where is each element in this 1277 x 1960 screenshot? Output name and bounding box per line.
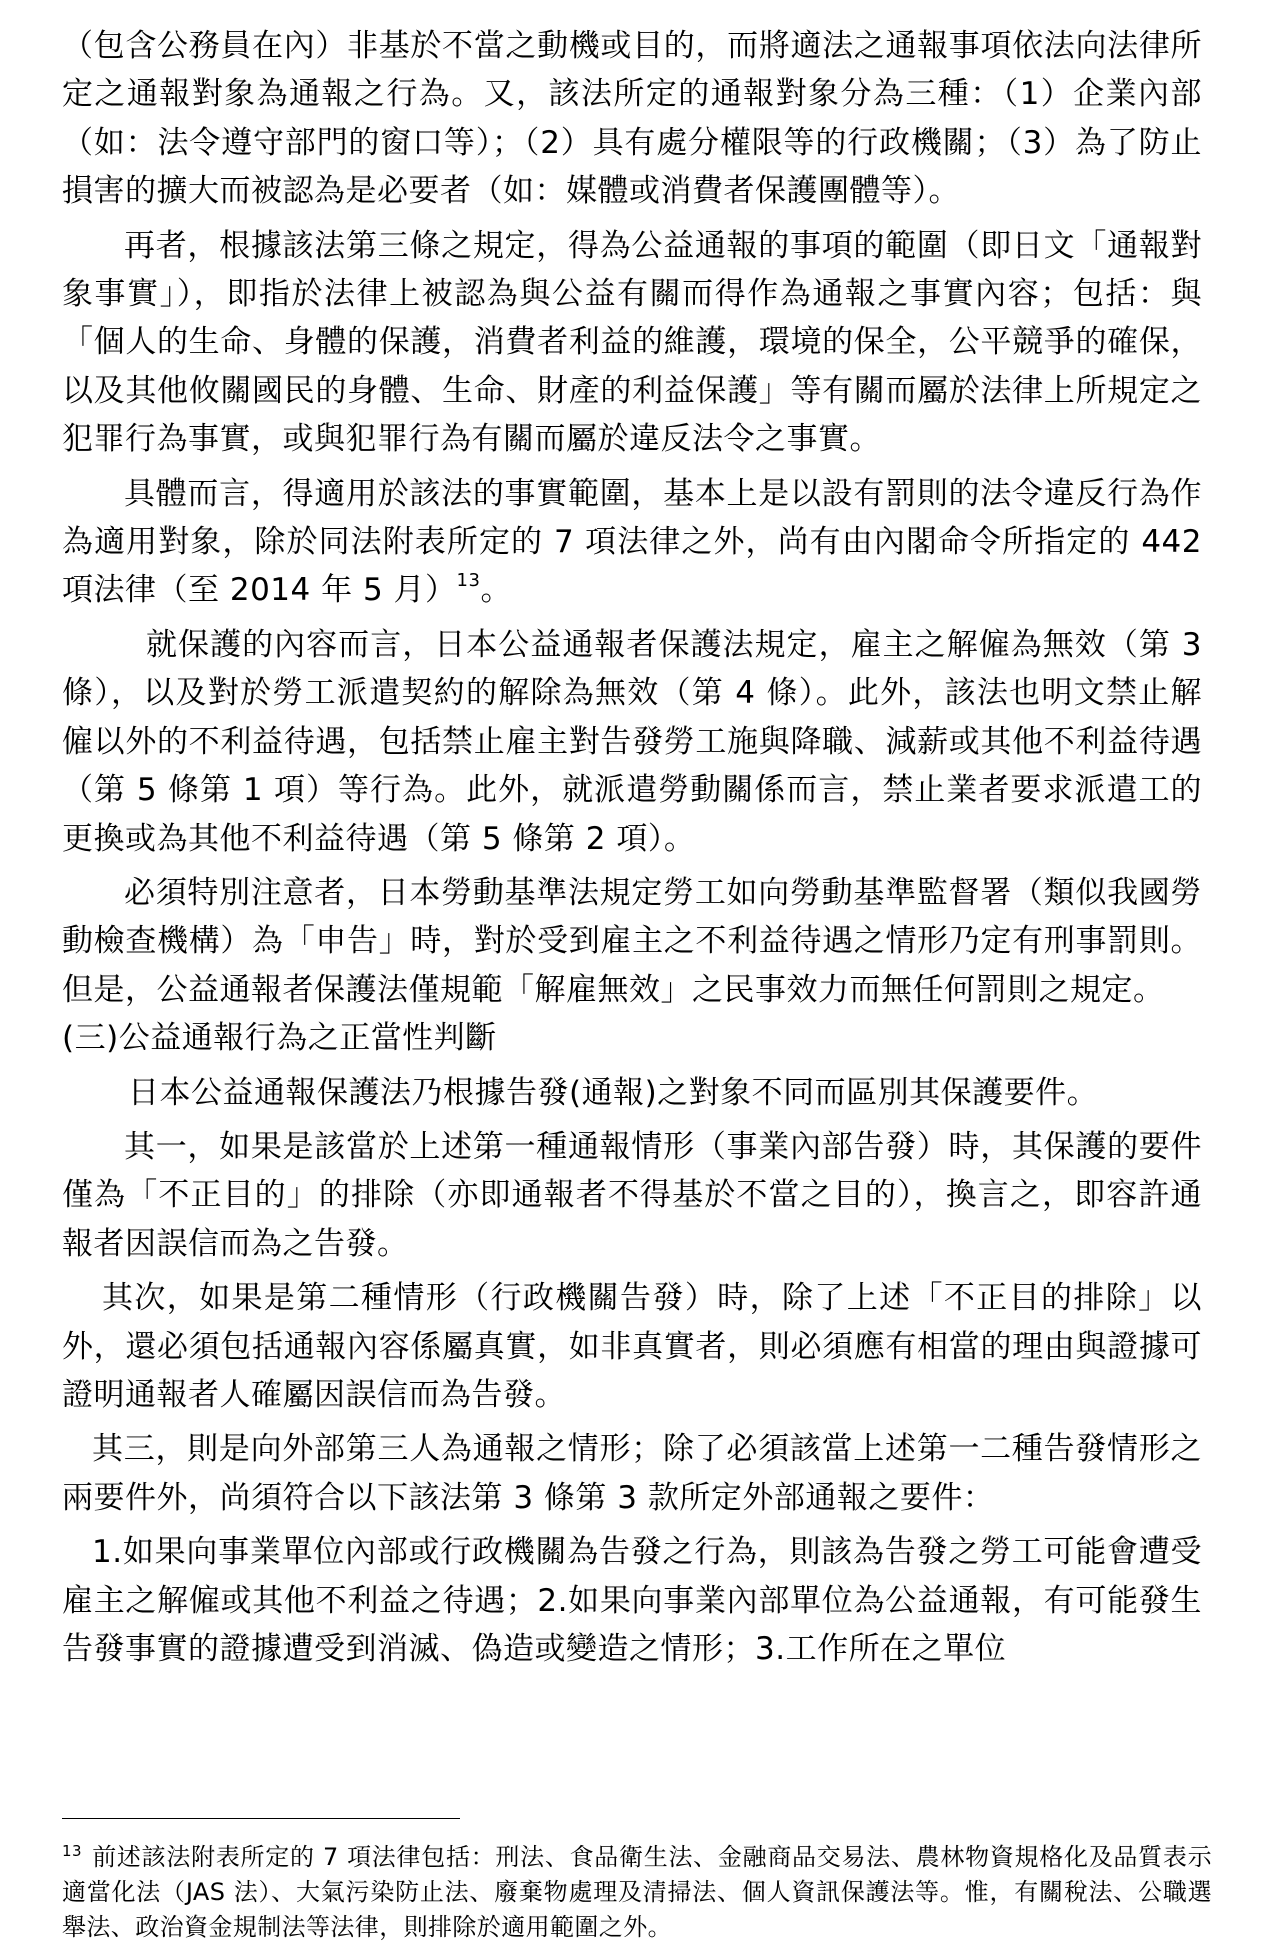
paragraph-2: 再者，根據該法第三條之規定，得為公益通報的事項的範圍（即日文「通報對象事實」），即指於法律上被認為與公益有關而得作為通報之事實內容；包括：與「個人的生命、身體的保護，消費者利益的維護，環境的保全，公平競爭的確保，以及其他攸關國民的身體、生命、財產的利益保護」等有關而屬於法律上所規定之犯罪行為事實，或與犯罪行為有關而屬於違反法令之事實。 [62, 227, 1202, 458]
paragraph-9: 其三，則是向外部第三人為通報之情形；除了必須該當上述第一二種告發情形之兩要件外，尚須符合以下該法第 3 條第 3 款所定外部通報之要件： [62, 1431, 1202, 1516]
footnote-text: 前述該法附表所定的 7 項法律包括：刑法、食品衛生法、金融商品交易法、農林物資規格化及品質表示適當化法（JAS 法）、大氣污染防止法、廢棄物處理及清掃法、個人資訊保護法等。惟，有關稅法、公職選舉法、政治資金規制法等法律，則排除於適用範圍之外。 [62, 1843, 1212, 1941]
paragraph-1: （包含公務員在內）非基於不當之動機或目的，而將適法之通報事項依法向法律所定之通報對象為通報之行為。又，該法所定的通報對象分為三種：（1）企業內部（如：法令遵守部門的窗口等）；（2）具有處分權限等的行政機關；（3）為了防止損害的擴大而被認為是必要者（如：媒體或消費者保護團體等）。 [62, 28, 1202, 210]
paragraph-3-end: 。 [480, 572, 512, 609]
footnote-reference[interactable]: 13 [456, 570, 481, 592]
footnote-divider [62, 1818, 460, 1819]
paragraph-6: 日本公益通報保護法乃根據告發(通報)之對象不同而區別其保護要件。 [128, 1074, 1099, 1111]
paragraph-7: 其一，如果是該當於上述第一種通報情形（事業內部告發）時，其保護的要件僅為「不正目的」的排除（亦即通報者不得基於不當之目的），換言之，即容許通報者因誤信而為之告發。 [62, 1128, 1202, 1262]
section-heading: (三)公益通報行為之正當性判斷 [62, 1020, 497, 1057]
paragraph-4: 就保護的內容而言，日本公益通報者保護法規定，雇主之解僱為無效（第 3 條），以及對於勞工派遣契約的解除為無效（第 4 條）。此外，該法也明文禁止解僱以外的不利益待遇，包括禁止雇主對告發勞工施與降職、減薪或其他不利益待遇（第 5 條第 1 項）等行為。此外，就派遣勞動關係而言，禁止業者要求派遣工的更換或為其他不利益待遇（第 5 條第 2 項）。 [62, 626, 1202, 857]
footnote [62, 1840, 1212, 1945]
paragraph-8: 其次，如果是第二種情形（行政機關告發）時，除了上述「不正目的排除」以外，還必須包括通報內容係屬真實，如非真實者，則必須應有相當的理由與證據可證明通報者人確屬因誤信而為告發。 [62, 1280, 1202, 1413]
paragraph-3 [62, 470, 1202, 615]
paragraph-3-text: 具體而言，得適用於該法的事實範圍，基本上是以設有罰則的法令違反行為作為適用對象，除於同法附表所定的 7 項法律之外，尚有由內閣命令所指定的 442 項法律（至 2014 年 5 月） [62, 475, 1202, 609]
footnote-mark: 13 [62, 1842, 82, 1860]
paragraph-10: 1.如果向事業單位內部或行政機關為告發之行為，則該為告發之勞工可能會遭受雇主之解僱或其他不利益之待遇；2.如果向事業內部單位為公益通報，有可能發生告發事實的證據遭受到消滅、偽造或變造之情形；3.工作所在之單位 [62, 1534, 1202, 1667]
paragraph-5: 必須特別注意者，日本勞動基準法規定勞工如向勞動基準監督署（類似我國勞動檢查機構）為「申告」時，對於受到雇主之不利益待遇之情形乃定有刑事罰則。但是，公益通報者保護法僅規範「解雇無效」之民事效力而無任何罰則之規定。 [62, 874, 1202, 1008]
document-body [62, 22, 1202, 1673]
